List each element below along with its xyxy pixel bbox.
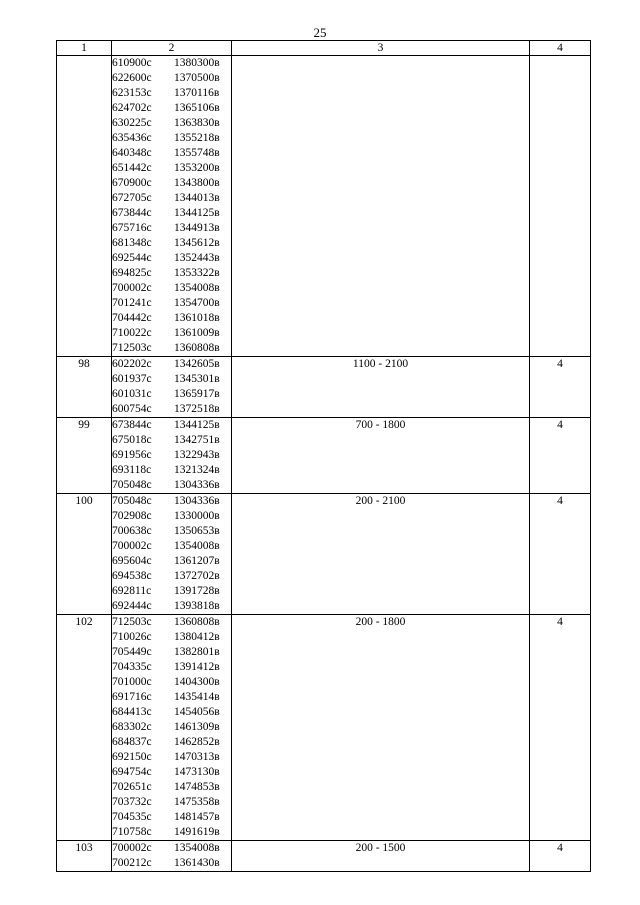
row-number bbox=[57, 56, 112, 357]
longitude: 1354008в bbox=[174, 540, 220, 552]
latitude: 710758с bbox=[112, 826, 152, 838]
longitude: 1360808в bbox=[174, 342, 220, 354]
coordinate-pair bbox=[112, 116, 231, 131]
longitude: 1344913в bbox=[174, 222, 220, 234]
latitude: 670900с bbox=[112, 177, 152, 189]
coordinate-pair bbox=[112, 433, 231, 448]
latitude: 675716с bbox=[112, 222, 152, 234]
column-4-value: 4 bbox=[530, 357, 591, 418]
longitude: 1363830в bbox=[174, 117, 220, 129]
longitude: 1344013в bbox=[174, 192, 220, 204]
coordinate-pair bbox=[112, 720, 231, 735]
table-row bbox=[57, 615, 591, 841]
coordinate-pair bbox=[112, 71, 231, 86]
coordinate-pair bbox=[112, 402, 231, 417]
coordinate-pair bbox=[112, 765, 231, 780]
latitude: 694825с bbox=[112, 267, 152, 279]
coordinate-pair bbox=[112, 795, 231, 810]
latitude: 712503с bbox=[112, 616, 152, 628]
coordinate-pair bbox=[112, 56, 231, 71]
coordinates-table bbox=[56, 40, 591, 872]
table-row bbox=[57, 841, 591, 872]
latitude: 700002с bbox=[112, 540, 152, 552]
longitude: 1372518в bbox=[174, 403, 220, 415]
longitude: 1474853в bbox=[174, 781, 220, 793]
coordinate-pair bbox=[112, 101, 231, 116]
coordinate-pair bbox=[112, 780, 231, 795]
longitude: 1342751в bbox=[174, 434, 220, 446]
latitude: 693118с bbox=[112, 464, 152, 476]
coordinate-pair bbox=[112, 509, 231, 524]
latitude: 704535с bbox=[112, 811, 152, 823]
latitude: 691716с bbox=[112, 691, 152, 703]
coordinate-pair bbox=[112, 735, 231, 750]
longitude: 1345301в bbox=[174, 373, 220, 385]
column-header-3: 3 bbox=[232, 41, 530, 56]
table-row bbox=[57, 56, 591, 357]
latitude: 640348с bbox=[112, 147, 152, 159]
column-4-value: 4 bbox=[530, 494, 591, 615]
longitude: 1353322в bbox=[174, 267, 220, 279]
longitude: 1344125в bbox=[174, 419, 220, 431]
longitude: 1330000в bbox=[174, 510, 220, 522]
longitude: 1353200в bbox=[174, 162, 220, 174]
latitude: 684413с bbox=[112, 706, 152, 718]
coordinates-cell bbox=[112, 841, 232, 872]
longitude: 1382801в bbox=[174, 646, 220, 658]
coordinate-pair bbox=[112, 675, 231, 690]
latitude: 601937с bbox=[112, 373, 152, 385]
latitude: 673844с bbox=[112, 419, 152, 431]
latitude: 694754с bbox=[112, 766, 152, 778]
row-number: 98 bbox=[57, 357, 112, 418]
latitude: 694538с bbox=[112, 570, 152, 582]
coordinate-pair bbox=[112, 448, 231, 463]
column-header-2: 2 bbox=[112, 41, 232, 56]
coordinate-pair bbox=[112, 341, 231, 356]
latitude: 705048с bbox=[112, 479, 152, 491]
column-header-1: 1 bbox=[57, 41, 112, 56]
longitude: 1360808в bbox=[174, 616, 220, 628]
table-body bbox=[57, 56, 591, 872]
distance-range: 700 - 1800 bbox=[232, 418, 530, 494]
longitude: 1365917в bbox=[174, 388, 220, 400]
coordinate-pair bbox=[112, 311, 231, 326]
column-4-value bbox=[530, 56, 591, 357]
longitude: 1473130в bbox=[174, 766, 220, 778]
coordinate-pair bbox=[112, 690, 231, 705]
coordinate-pair bbox=[112, 372, 231, 387]
longitude: 1481457в bbox=[174, 811, 220, 823]
coordinate-pair bbox=[112, 569, 231, 584]
coordinate-pair bbox=[112, 251, 231, 266]
latitude: 624702с bbox=[112, 102, 152, 114]
longitude: 1355218в bbox=[174, 132, 220, 144]
coordinate-pair bbox=[112, 191, 231, 206]
longitude: 1304336в bbox=[174, 495, 220, 507]
coordinate-pair bbox=[112, 584, 231, 599]
latitude: 710022с bbox=[112, 327, 152, 339]
row-number: 100 bbox=[57, 494, 112, 615]
coordinate-pair bbox=[112, 841, 231, 856]
latitude: 705449с bbox=[112, 646, 152, 658]
column-4-value: 4 bbox=[530, 841, 591, 872]
coordinate-pair bbox=[112, 86, 231, 101]
longitude: 1370116в bbox=[174, 87, 220, 99]
coordinates-cell bbox=[112, 615, 232, 841]
latitude: 681348с bbox=[112, 237, 152, 249]
longitude: 1361430в bbox=[174, 857, 220, 869]
latitude: 704335с bbox=[112, 661, 152, 673]
coordinate-pair bbox=[112, 387, 231, 402]
coordinate-pair bbox=[112, 856, 231, 871]
distance-range: 200 - 2100 bbox=[232, 494, 530, 615]
coordinate-pair bbox=[112, 206, 231, 221]
latitude: 701000с bbox=[112, 676, 152, 688]
latitude: 700638с bbox=[112, 525, 152, 537]
coordinate-pair bbox=[112, 750, 231, 765]
latitude: 701241с bbox=[112, 297, 152, 309]
page-number: 25 bbox=[313, 25, 327, 40]
coordinates-cell bbox=[112, 418, 232, 494]
latitude: 601031с bbox=[112, 388, 152, 400]
latitude: 692544с bbox=[112, 252, 152, 264]
longitude: 1365106в bbox=[174, 102, 220, 114]
latitude: 695604с bbox=[112, 555, 152, 567]
longitude: 1380412в bbox=[174, 631, 220, 643]
coordinate-pair bbox=[112, 463, 231, 478]
distance-range bbox=[232, 56, 530, 357]
latitude: 602202с bbox=[112, 358, 152, 370]
coordinate-pair bbox=[112, 554, 231, 569]
row-number: 102 bbox=[57, 615, 112, 841]
coordinate-pair bbox=[112, 645, 231, 660]
longitude: 1354008в bbox=[174, 842, 220, 854]
latitude: 700002с bbox=[112, 842, 152, 854]
latitude: 684837с bbox=[112, 736, 152, 748]
distance-range: 1100 - 2100 bbox=[232, 357, 530, 418]
latitude: 710026с bbox=[112, 631, 152, 643]
coordinate-pair bbox=[112, 326, 231, 341]
coordinate-pair bbox=[112, 281, 231, 296]
longitude: 1462852в bbox=[174, 736, 220, 748]
coordinate-pair bbox=[112, 825, 231, 840]
coordinate-pair bbox=[112, 478, 231, 493]
coordinate-pair bbox=[112, 494, 231, 509]
latitude: 692811с bbox=[112, 585, 152, 597]
longitude: 1372702в bbox=[174, 570, 220, 582]
longitude: 1475358в bbox=[174, 796, 220, 808]
column-4-value: 4 bbox=[530, 418, 591, 494]
coordinates-cell bbox=[112, 357, 232, 418]
latitude: 672705с bbox=[112, 192, 152, 204]
coordinate-pair bbox=[112, 418, 231, 433]
longitude: 1435414в bbox=[174, 691, 220, 703]
distance-range: 200 - 1500 bbox=[232, 841, 530, 872]
coordinate-pair bbox=[112, 146, 231, 161]
coordinate-pair bbox=[112, 705, 231, 720]
longitude: 1354700в bbox=[174, 297, 220, 309]
longitude: 1491619в bbox=[174, 826, 220, 838]
longitude: 1350653в bbox=[174, 525, 220, 537]
coordinate-pair bbox=[112, 161, 231, 176]
latitude: 700212с bbox=[112, 857, 152, 869]
coordinate-pair bbox=[112, 266, 231, 281]
longitude: 1354008в bbox=[174, 282, 220, 294]
latitude: 702908с bbox=[112, 510, 152, 522]
longitude: 1404300в bbox=[174, 676, 220, 688]
latitude: 712503с bbox=[112, 342, 152, 354]
latitude: 700002с bbox=[112, 282, 152, 294]
coordinate-pair bbox=[112, 539, 231, 554]
coordinate-pair bbox=[112, 221, 231, 236]
longitude: 1391412в bbox=[174, 661, 220, 673]
latitude: 623153с bbox=[112, 87, 152, 99]
longitude: 1355748в bbox=[174, 147, 220, 159]
coordinate-pair bbox=[112, 131, 231, 146]
longitude: 1342605в bbox=[174, 358, 220, 370]
distance-range: 200 - 1800 bbox=[232, 615, 530, 841]
latitude: 635436с bbox=[112, 132, 152, 144]
latitude: 702651с bbox=[112, 781, 152, 793]
coordinate-pair bbox=[112, 660, 231, 675]
longitude: 1322943в bbox=[174, 449, 220, 461]
coordinate-pair bbox=[112, 630, 231, 645]
coordinate-pair bbox=[112, 296, 231, 311]
coordinate-pair bbox=[112, 176, 231, 191]
table-row bbox=[57, 418, 591, 494]
longitude: 1454056в bbox=[174, 706, 220, 718]
coordinate-pair bbox=[112, 810, 231, 825]
latitude: 630225с bbox=[112, 117, 152, 129]
coordinates-cell bbox=[112, 56, 232, 357]
latitude: 610900с bbox=[112, 57, 152, 69]
coordinate-pair bbox=[112, 524, 231, 539]
latitude: 675018с bbox=[112, 434, 152, 446]
latitude: 692444с bbox=[112, 600, 152, 612]
latitude: 622600с bbox=[112, 72, 152, 84]
longitude: 1344125в bbox=[174, 207, 220, 219]
longitude: 1361018в bbox=[174, 312, 220, 324]
longitude: 1370500в bbox=[174, 72, 220, 84]
latitude: 673844с bbox=[112, 207, 152, 219]
longitude: 1470313в bbox=[174, 751, 220, 763]
longitude: 1461309в bbox=[174, 721, 220, 733]
longitude: 1393818в bbox=[174, 600, 220, 612]
table-row bbox=[57, 357, 591, 418]
row-number: 99 bbox=[57, 418, 112, 494]
latitude: 704442с bbox=[112, 312, 152, 324]
coordinate-pair bbox=[112, 357, 231, 372]
coordinate-pair bbox=[112, 599, 231, 614]
latitude: 651442с bbox=[112, 162, 152, 174]
latitude: 683302с bbox=[112, 721, 152, 733]
longitude: 1321324в bbox=[174, 464, 220, 476]
coordinate-pair bbox=[112, 236, 231, 251]
latitude: 703732с bbox=[112, 796, 152, 808]
coordinate-pair bbox=[112, 615, 231, 630]
longitude: 1361207в bbox=[174, 555, 220, 567]
coordinates-cell bbox=[112, 494, 232, 615]
longitude: 1345612в bbox=[174, 237, 220, 249]
longitude: 1361009в bbox=[174, 327, 220, 339]
longitude: 1343800в bbox=[174, 177, 220, 189]
row-number: 103 bbox=[57, 841, 112, 872]
table-header-row bbox=[57, 41, 591, 56]
latitude: 600754с bbox=[112, 403, 152, 415]
latitude: 705048с bbox=[112, 495, 152, 507]
longitude: 1352443в bbox=[174, 252, 220, 264]
latitude: 691956с bbox=[112, 449, 152, 461]
latitude: 692150с bbox=[112, 751, 152, 763]
table-row bbox=[57, 494, 591, 615]
longitude: 1380300в bbox=[174, 57, 220, 69]
longitude: 1304336в bbox=[174, 479, 220, 491]
longitude: 1391728в bbox=[174, 585, 220, 597]
column-4-value: 4 bbox=[530, 615, 591, 841]
column-header-4: 4 bbox=[530, 41, 591, 56]
